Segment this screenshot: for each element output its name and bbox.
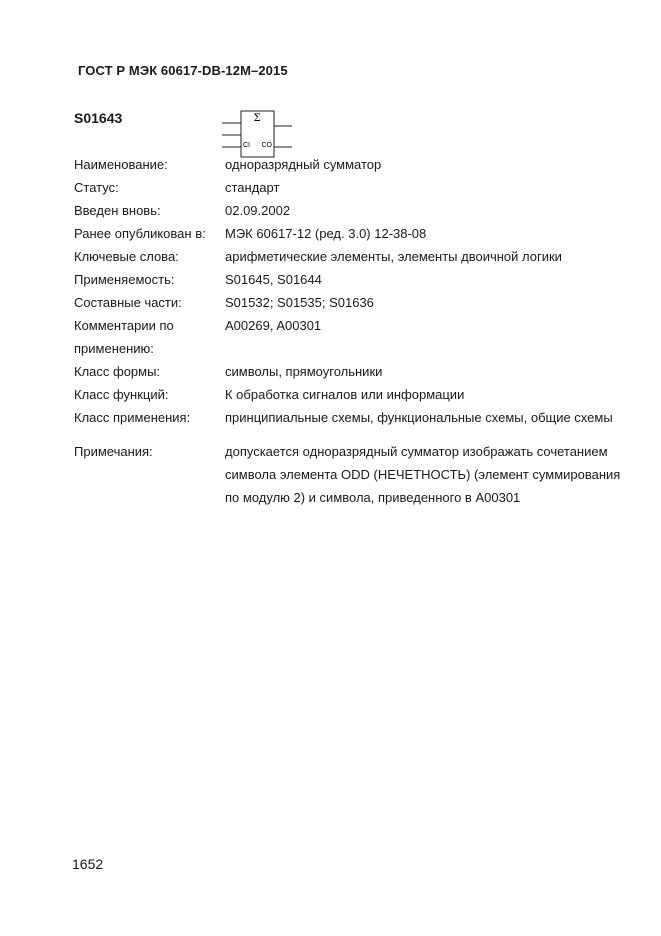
field-label: Введен вновь: (74, 203, 161, 218)
field-label: Наименование: (74, 157, 168, 172)
document-header: ГОСТ Р МЭК 60617-DB-12M–2015 (78, 63, 288, 78)
notes-line: по модулю 2) и символа, приведенного в A00301 (225, 490, 521, 505)
field-label: Статус: (74, 180, 119, 195)
notes-text (225, 440, 645, 509)
field-label: Класс формы: (74, 364, 161, 379)
notes-line: допускается одноразрядный сумматор изображать сочетанием (225, 444, 608, 459)
field-value: одноразрядный сумматор (225, 157, 382, 172)
field-value: принципиальные схемы, функциональные схемы, общие схемы (225, 410, 613, 425)
co-label: CO (261, 142, 272, 149)
field-label: Комментарии по (74, 318, 174, 333)
field-value: стандарт (225, 180, 280, 195)
ci-label: CI (243, 142, 250, 149)
field-value: К обработка сигналов или информации (225, 387, 465, 402)
field-value: S01645, S01644 (225, 272, 322, 287)
field-label: Ключевые слова: (74, 249, 179, 264)
field-value: арифметические элементы, элементы двоичной логики (225, 249, 562, 264)
sigma-label: Σ (253, 113, 261, 124)
adder-symbol-icon (222, 109, 294, 159)
notes-line: символа элемента ODD (НЕЧЕТНОСТЬ) (элемент суммирования (225, 467, 621, 482)
symbol-code: S01643 (74, 110, 123, 126)
field-label: применению: (74, 341, 154, 356)
field-value: символы, прямоугольники (225, 364, 383, 379)
field-value: МЭК 60617-12 (ред. 3.0) 12-38-08 (225, 226, 427, 241)
field-value: A00269, A00301 (225, 318, 322, 333)
field-value: 02.09.2002 (225, 203, 291, 218)
page-number: 1652 (72, 856, 104, 872)
notes-label: Примечания: (74, 444, 153, 459)
field-value: S01532; S01535; S01636 (225, 295, 374, 310)
field-label: Класс функций: (74, 387, 169, 402)
field-label: Применяемость: (74, 272, 175, 287)
field-label: Ранее опубликован в: (74, 226, 206, 241)
field-label: Составные части: (74, 295, 182, 310)
field-label: Класс применения: (74, 410, 191, 425)
